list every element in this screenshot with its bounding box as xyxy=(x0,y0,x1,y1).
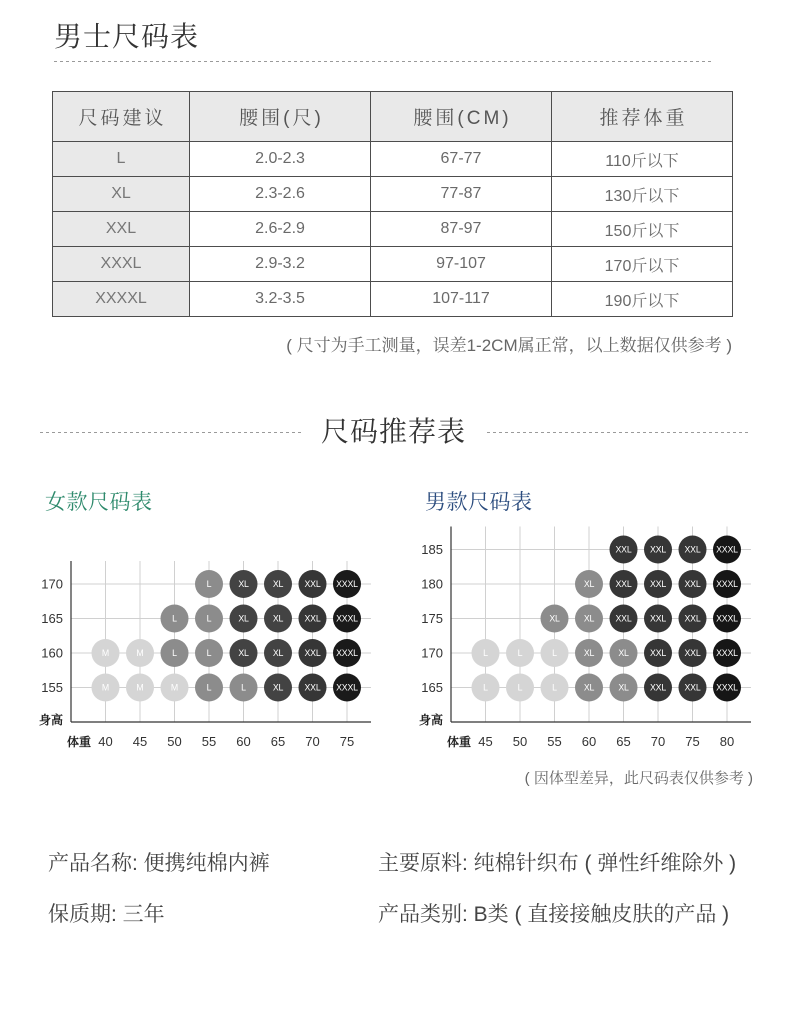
size-dot xyxy=(541,639,569,667)
y-tick-label: 170 xyxy=(41,576,63,592)
size-dot xyxy=(92,674,120,702)
size-dot-label: XXXL xyxy=(716,682,738,693)
y-axis-title: 身高 xyxy=(38,713,63,727)
size-dot xyxy=(161,639,189,667)
x-tick-label: 70 xyxy=(650,734,666,749)
size-dot xyxy=(644,605,672,633)
size-dot xyxy=(92,639,120,667)
cell-size: XXXL xyxy=(53,247,190,282)
x-tick-label: 75 xyxy=(339,734,355,749)
size-dot xyxy=(713,674,741,702)
size-dot xyxy=(610,536,638,564)
size-dot-label: L xyxy=(517,682,523,693)
size-dot xyxy=(299,674,327,702)
size-dot xyxy=(264,674,292,702)
size-table xyxy=(52,91,733,317)
y-axis-title: 身高 xyxy=(418,713,443,727)
x-tick-label: 50 xyxy=(167,734,182,749)
size-dot-label: XXL xyxy=(649,579,667,590)
size-dot xyxy=(713,605,741,633)
size-dot xyxy=(679,639,707,667)
size-dot xyxy=(299,605,327,633)
size-dot-label: L xyxy=(172,648,177,659)
size-dot-label: XXL xyxy=(615,579,632,590)
size-dot xyxy=(333,674,361,702)
size-dot-label: XXXL xyxy=(716,613,738,624)
size-dot xyxy=(575,605,603,633)
section-title: 尺码推荐表 xyxy=(320,416,466,447)
size-dot-label: L xyxy=(206,648,212,659)
size-dot-label: XL xyxy=(272,682,284,693)
size-dot xyxy=(679,570,707,598)
size-dot-label: L xyxy=(206,682,212,693)
size-dot-label: M xyxy=(170,682,179,693)
cell-size: L xyxy=(53,142,190,177)
cell-weight: 170斤以下 xyxy=(552,247,733,282)
size-dot xyxy=(713,639,741,667)
cell-size: XXL xyxy=(53,212,190,247)
size-dot-label: XXL xyxy=(615,613,632,624)
x-tick-label: 65 xyxy=(270,734,286,749)
size-dot-label: XXXL xyxy=(336,613,358,624)
cell-size: XL xyxy=(53,177,190,212)
size-dot-label: XL xyxy=(272,579,284,590)
x-tick-label: 75 xyxy=(685,734,700,749)
size-dot-label: M xyxy=(136,682,144,693)
size-dot-label: XXXL xyxy=(336,682,358,693)
size-dot-label: XXL xyxy=(684,544,701,555)
size-dot xyxy=(230,605,258,633)
size-dot xyxy=(333,570,361,598)
cell-waist-chi: 2.0-2.3 xyxy=(190,142,371,177)
cell-weight: 130斤以下 xyxy=(552,177,733,212)
x-tick-label: 70 xyxy=(305,734,320,749)
y-tick-label: 165 xyxy=(41,611,63,626)
size-dot xyxy=(126,674,154,702)
cell-waist-cm: 67-77 xyxy=(371,142,552,177)
product-category: 产品类别: B类 ( 直接接触皮肤的产品 ) xyxy=(378,903,730,926)
cell-weight: 110斤以下 xyxy=(552,142,733,177)
size-dot-label: XXL xyxy=(304,579,321,590)
x-tick-label: 60 xyxy=(581,734,597,749)
cell-waist-cm: 77-87 xyxy=(371,177,552,212)
size-dot xyxy=(575,570,603,598)
size-dot-label: XXL xyxy=(649,648,667,659)
size-dot xyxy=(230,570,258,598)
title-divider xyxy=(54,61,712,62)
size-dot xyxy=(610,639,638,667)
section-divider-left xyxy=(40,432,302,433)
size-dot-label: XL xyxy=(583,579,595,590)
table-row xyxy=(53,247,733,282)
size-dot-label: L xyxy=(241,682,246,693)
cell-waist-chi: 3.2-3.5 xyxy=(190,282,371,317)
chart-note: ( 因体型差异，此尺码表仅供参考 ) xyxy=(524,770,753,787)
size-dot-label: XL xyxy=(549,613,560,624)
size-dot-label: XL xyxy=(583,682,595,693)
size-dot-label: XXL xyxy=(684,682,701,693)
size-dot xyxy=(333,639,361,667)
table-header-row xyxy=(53,92,733,142)
y-tick-label: 170 xyxy=(421,645,443,661)
x-tick-label: 55 xyxy=(201,734,217,749)
size-dot-label: L xyxy=(552,648,557,659)
x-axis-title: 体重 xyxy=(66,735,91,749)
size-dot-label: XL xyxy=(583,648,595,659)
size-dot xyxy=(610,674,638,702)
cell-waist-cm: 107-117 xyxy=(371,282,552,317)
y-tick-label: 160 xyxy=(41,645,63,661)
table-row xyxy=(53,212,733,247)
size-dot-label: XL xyxy=(272,648,284,659)
size-dot-label: XXXL xyxy=(336,648,358,659)
size-dot-label: XL xyxy=(272,613,284,624)
table-note: ( 尺寸为手工测量，误差1-2CM属正常，以上数据仅供参考 ) xyxy=(286,336,732,355)
size-dot-label: XXXL xyxy=(716,579,738,590)
cell-waist-chi: 2.9-3.2 xyxy=(190,247,371,282)
size-dot-label: XXXL xyxy=(336,579,358,590)
size-dot xyxy=(644,536,672,564)
size-dot xyxy=(610,605,638,633)
size-dot xyxy=(126,639,154,667)
size-dot xyxy=(230,674,258,702)
size-dot xyxy=(264,639,292,667)
size-dot xyxy=(644,674,672,702)
y-tick-label: 180 xyxy=(421,576,443,592)
column-header-size: 尺码建议 xyxy=(53,92,190,142)
size-dot-label: L xyxy=(206,579,212,590)
size-dot xyxy=(195,639,223,667)
product-material: 主要原料: 纯棉针织布 ( 弹性纤维除外 ) xyxy=(378,852,737,875)
size-dot-label: M xyxy=(101,648,110,659)
size-dot-label: M xyxy=(101,682,110,693)
size-dot-label: XXL xyxy=(684,579,701,590)
y-tick-label: 165 xyxy=(421,680,443,695)
size-dot xyxy=(541,674,569,702)
men-chart-title: 男款尺码表 xyxy=(425,491,533,514)
cell-waist-cm: 97-107 xyxy=(371,247,552,282)
product-name: 产品名称: 便携纯棉内裤 xyxy=(48,852,270,875)
size-dot-label: XL xyxy=(618,682,629,693)
section-divider-right xyxy=(487,432,750,433)
x-tick-label: 60 xyxy=(236,734,251,749)
x-tick-label: 65 xyxy=(616,734,631,749)
size-dot xyxy=(575,639,603,667)
size-dot xyxy=(195,570,223,598)
size-dot xyxy=(575,674,603,702)
size-dot xyxy=(644,639,672,667)
size-dot-label: L xyxy=(172,613,177,624)
size-dot-label: XXL xyxy=(304,648,321,659)
size-dot xyxy=(472,674,500,702)
size-dot xyxy=(506,674,534,702)
x-tick-label: 45 xyxy=(478,734,493,749)
size-dot xyxy=(541,605,569,633)
women-chart-title: 女款尺码表 xyxy=(45,491,153,514)
size-dot xyxy=(679,674,707,702)
size-dot xyxy=(506,639,534,667)
women-size-chart xyxy=(30,520,380,755)
size-dot xyxy=(644,570,672,598)
size-dot-label: XXL xyxy=(649,613,667,624)
size-dot xyxy=(333,605,361,633)
table-row xyxy=(53,282,733,317)
cell-waist-chi: 2.3-2.6 xyxy=(190,177,371,212)
cell-size: XXXXL xyxy=(53,282,190,317)
men-size-chart xyxy=(410,520,760,755)
page-title: 男士尺码表 xyxy=(54,21,200,52)
size-dot-label: L xyxy=(483,648,488,659)
x-tick-label: 55 xyxy=(547,734,562,749)
size-dot-label: XL xyxy=(238,613,249,624)
size-dot xyxy=(264,605,292,633)
x-axis-title: 体重 xyxy=(446,735,471,749)
y-tick-label: 185 xyxy=(421,542,443,557)
size-dot-label: XL xyxy=(583,613,595,624)
size-dot xyxy=(299,639,327,667)
size-dot-label: XXXL xyxy=(716,544,738,555)
size-dot xyxy=(713,570,741,598)
size-dot-label: XL xyxy=(618,648,629,659)
column-header-weight: 推荐体重 xyxy=(552,92,733,142)
size-dot xyxy=(472,639,500,667)
size-dot xyxy=(195,605,223,633)
column-header-waist-chi: 腰围(尺) xyxy=(190,92,371,142)
size-dot-label: XXL xyxy=(684,648,701,659)
size-dot-label: XXL xyxy=(304,682,321,693)
size-dot xyxy=(161,605,189,633)
size-dot-label: XXL xyxy=(615,544,632,555)
size-dot-label: XXL xyxy=(304,613,321,624)
size-dot-label: M xyxy=(136,648,144,659)
cell-weight: 150斤以下 xyxy=(552,212,733,247)
size-dot-label: XL xyxy=(238,648,249,659)
size-dot xyxy=(264,570,292,598)
table-row xyxy=(53,177,733,212)
x-tick-label: 50 xyxy=(512,734,528,749)
size-dot-label: L xyxy=(483,682,488,693)
x-tick-label: 40 xyxy=(98,734,113,749)
size-dot-label: XXL xyxy=(649,544,667,555)
size-dot-label: L xyxy=(552,682,557,693)
y-tick-label: 155 xyxy=(41,680,63,695)
size-dot-label: L xyxy=(206,613,212,624)
cell-waist-chi: 2.6-2.9 xyxy=(190,212,371,247)
size-dot xyxy=(679,605,707,633)
size-dot xyxy=(195,674,223,702)
size-dot xyxy=(299,570,327,598)
x-tick-label: 80 xyxy=(719,734,735,749)
size-dot xyxy=(610,570,638,598)
size-dot xyxy=(161,674,189,702)
column-header-waist-cm: 腰围(CM) xyxy=(371,92,552,142)
size-dot-label: XXXL xyxy=(716,648,738,659)
product-shelf-life: 保质期: 三年 xyxy=(48,903,165,926)
size-dot xyxy=(679,536,707,564)
size-dot-label: XL xyxy=(238,579,249,590)
cell-weight: 190斤以下 xyxy=(552,282,733,317)
size-dot-label: L xyxy=(517,648,523,659)
size-dot xyxy=(230,639,258,667)
size-dot-label: XXL xyxy=(684,613,701,624)
size-dot xyxy=(713,536,741,564)
y-tick-label: 175 xyxy=(421,611,443,626)
x-tick-label: 45 xyxy=(132,734,148,749)
cell-waist-cm: 87-97 xyxy=(371,212,552,247)
size-dot-label: XXL xyxy=(649,682,667,693)
table-row xyxy=(53,142,733,177)
